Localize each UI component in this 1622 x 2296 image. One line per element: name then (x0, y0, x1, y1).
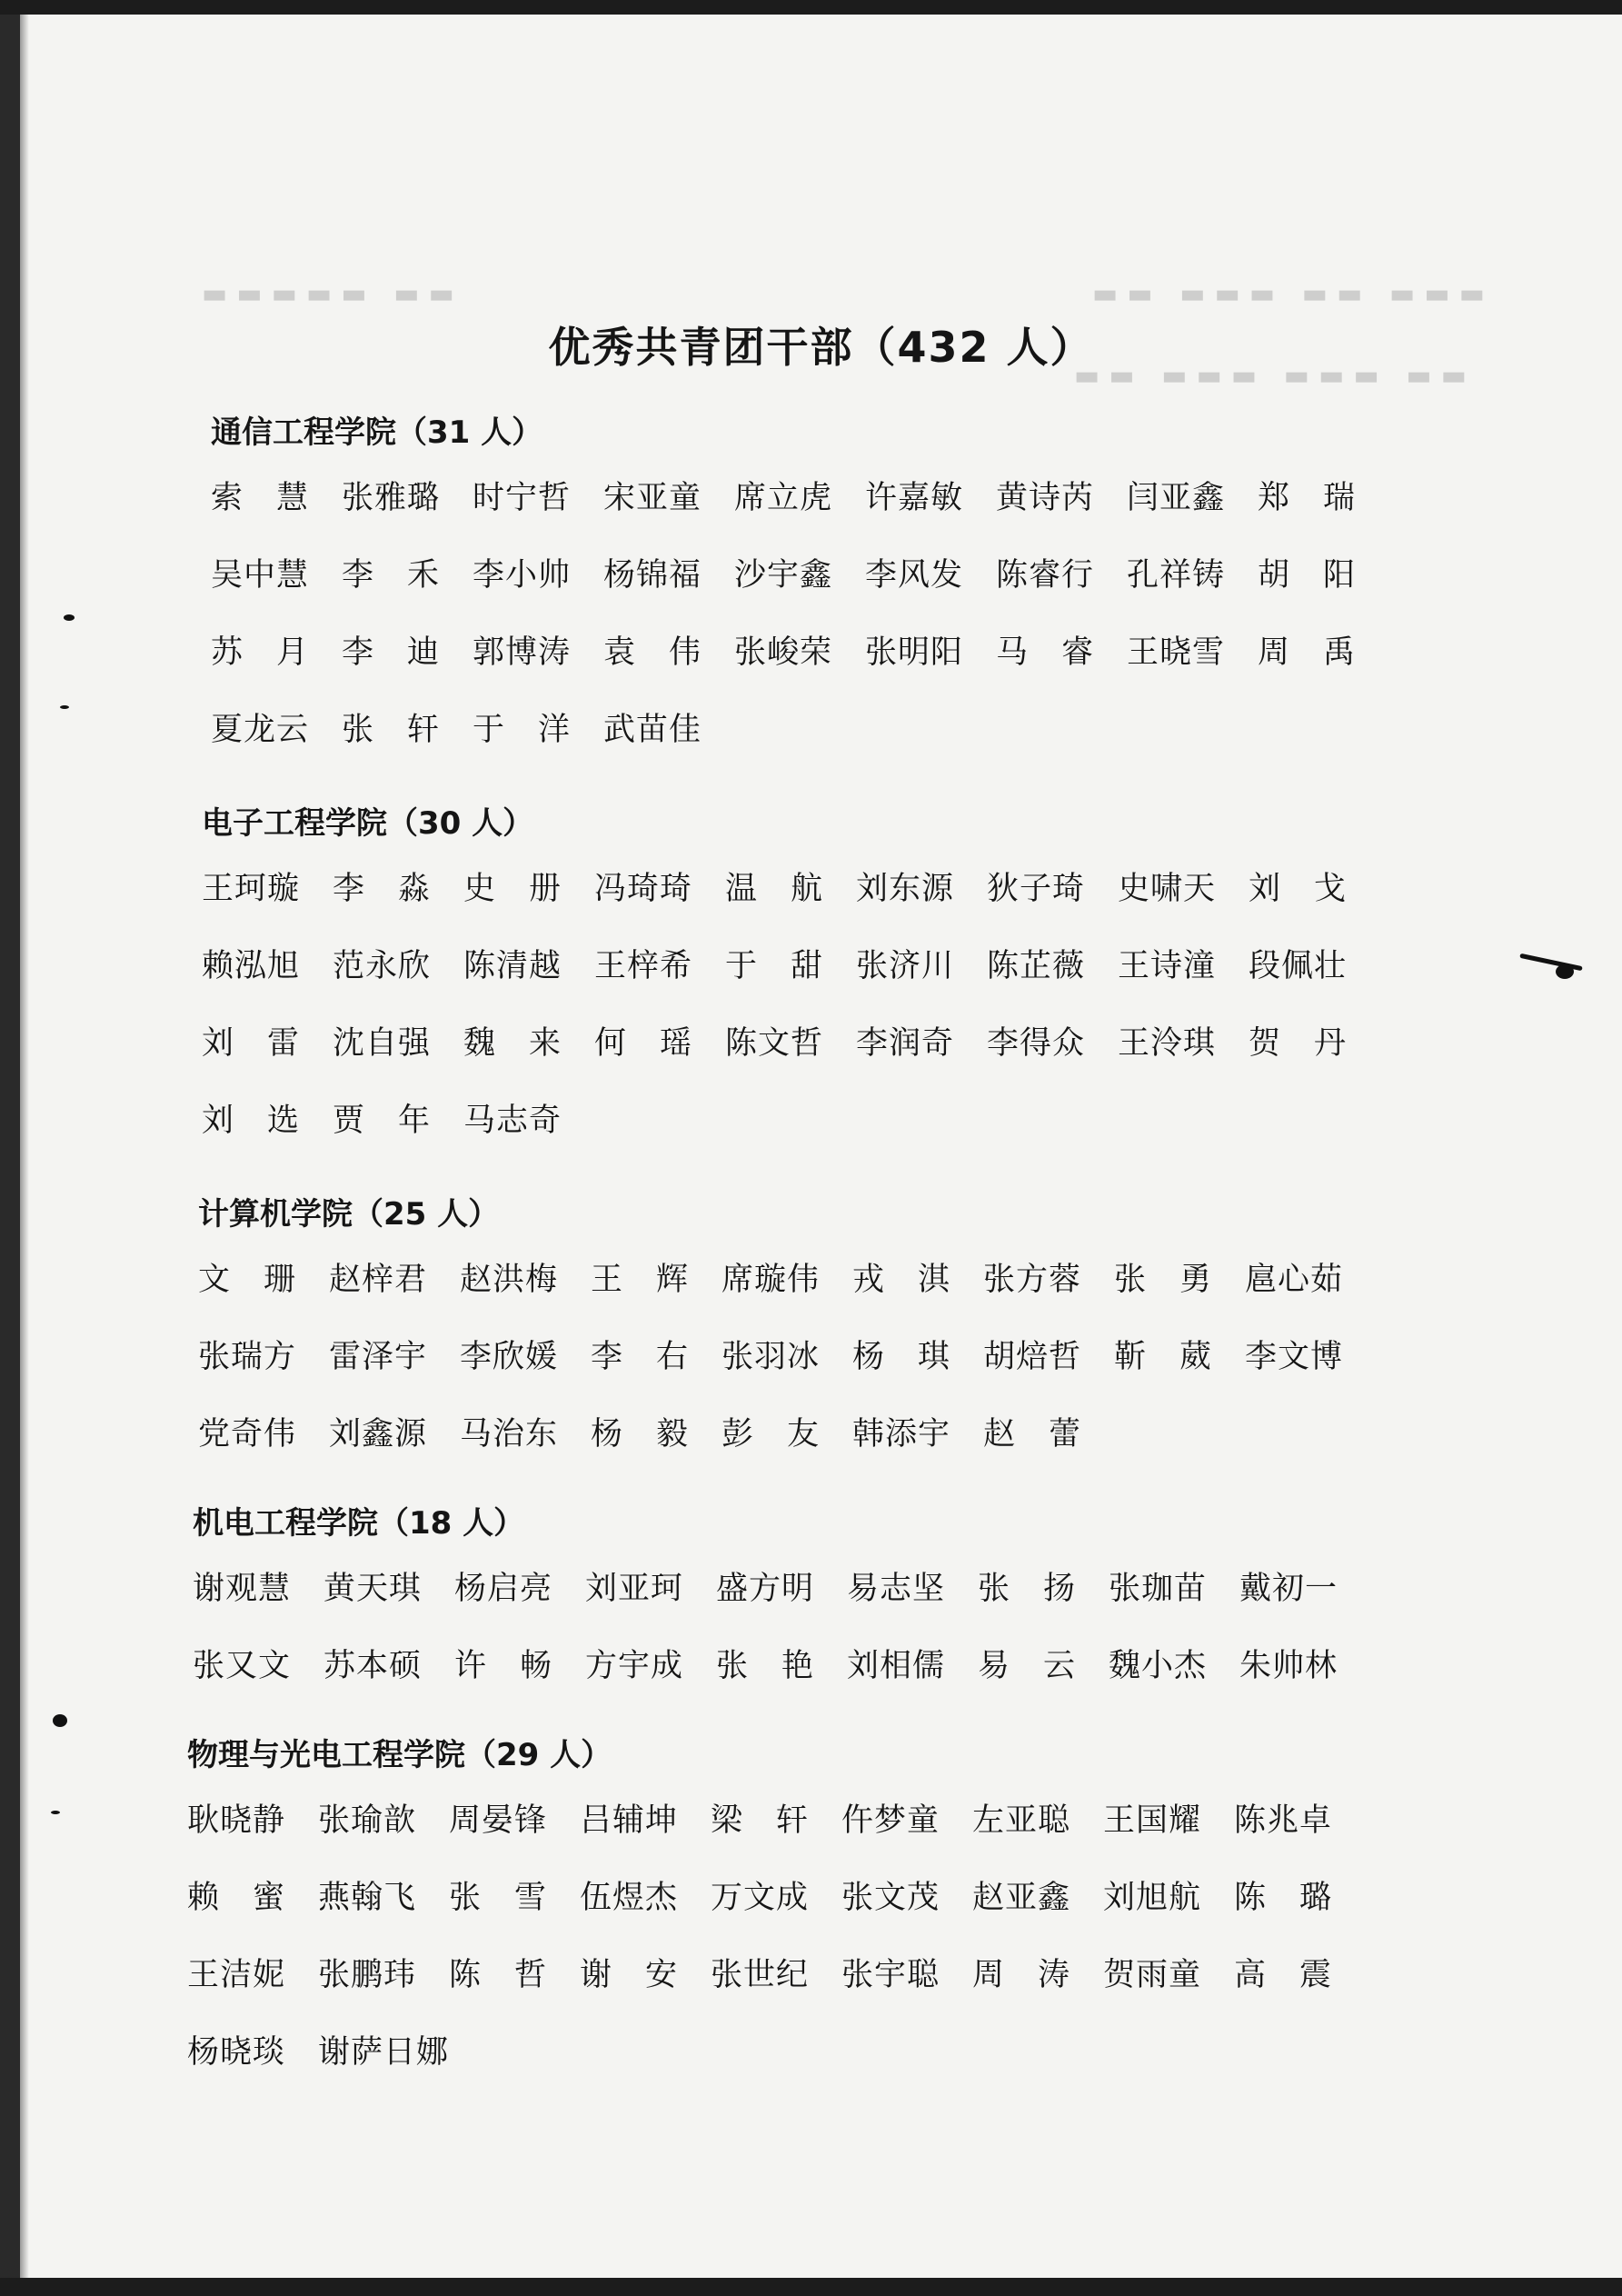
name-item: 李风发 (865, 557, 964, 594)
section-communication-engineering (211, 405, 1388, 769)
name-item: 张 艳 (716, 1648, 815, 1684)
name-item: 陈清越 (463, 948, 562, 984)
scan-border-bottom (0, 2278, 1622, 2296)
name-item: 苏 月 (211, 634, 310, 671)
name-item: 袁 伟 (603, 634, 702, 671)
name-item: 范永欣 (333, 948, 432, 984)
section-heading: 通信工程学院（31 人） (211, 414, 543, 451)
name-item: 赵亚鑫 (972, 1880, 1071, 1916)
name-item: 马 睿 (996, 634, 1095, 671)
name-item: 赵 蕾 (983, 1416, 1082, 1452)
name-item: 仵梦童 (841, 1802, 940, 1839)
name-item: 索 慧 (211, 480, 310, 516)
show-through-text: ▬▬ ▬▬▬ ▬▬▬ ▬▬ (1074, 360, 1477, 392)
name-item: 张文茂 (841, 1880, 940, 1916)
name-list (198, 1242, 1376, 1473)
name-list (202, 851, 1379, 1160)
name-item: 梁 轩 (711, 1802, 810, 1839)
section-heading: 计算机学院（25 人） (198, 1196, 500, 1233)
name-item: 王晓雪 (1127, 634, 1226, 671)
name-item: 苏本硕 (323, 1648, 423, 1684)
name-item: 许嘉敏 (865, 480, 964, 516)
name-item: 张 勇 (1114, 1262, 1213, 1298)
name-item: 孔祥铸 (1127, 557, 1226, 594)
name-item: 沙宇鑫 (734, 557, 833, 594)
name-item: 张 轩 (342, 712, 441, 748)
scan-speck (51, 1811, 60, 1814)
scanned-page (20, 15, 1622, 2278)
name-item: 燕翰飞 (318, 1880, 417, 1916)
name-item: 于 甜 (725, 948, 824, 984)
name-item: 陈 哲 (449, 1957, 548, 1993)
name-item: 李小帅 (473, 557, 572, 594)
name-item: 杨锦福 (603, 557, 702, 594)
name-item: 陈芷薇 (987, 948, 1086, 984)
name-item: 陈睿行 (996, 557, 1095, 594)
name-item: 谢 安 (580, 1957, 679, 1993)
name-item: 戴初一 (1239, 1571, 1338, 1607)
name-item: 李 迪 (342, 634, 441, 671)
section-electronic-engineering (202, 796, 1379, 1160)
name-item: 王泠琪 (1118, 1025, 1217, 1062)
name-item: 魏小杰 (1109, 1648, 1208, 1684)
name-item: 陈兆卓 (1234, 1802, 1333, 1839)
name-item: 万文成 (711, 1880, 810, 1916)
name-item: 于 洋 (473, 712, 572, 748)
name-item: 李 右 (591, 1339, 690, 1375)
name-list (187, 1782, 1365, 2091)
name-item: 席璇伟 (721, 1262, 821, 1298)
name-item: 陈 璐 (1234, 1880, 1333, 1916)
name-item: 王国耀 (1103, 1802, 1202, 1839)
name-item: 张雅璐 (342, 480, 441, 516)
name-item: 方宇成 (585, 1648, 684, 1684)
name-item: 王珂璇 (202, 871, 301, 907)
section-heading: 电子工程学院（30 人） (202, 805, 534, 842)
name-item: 胡 阳 (1258, 557, 1357, 594)
name-item: 易 云 (978, 1648, 1077, 1684)
name-item: 易志坚 (847, 1571, 946, 1607)
name-item: 张世纪 (711, 1957, 810, 1993)
name-item: 戎 淇 (852, 1262, 951, 1298)
name-item: 郑 瑞 (1258, 480, 1357, 516)
name-item: 胡焙哲 (983, 1339, 1082, 1375)
name-item: 黄天琪 (323, 1571, 423, 1607)
name-item: 史 册 (463, 871, 562, 907)
scan-speck (1556, 964, 1574, 979)
name-item: 李 淼 (333, 871, 432, 907)
name-item: 张 雪 (449, 1880, 548, 1916)
name-item: 段佩壮 (1249, 948, 1348, 984)
name-item: 李 禾 (342, 557, 441, 594)
name-item: 张羽冰 (721, 1339, 821, 1375)
scan-speck (53, 1714, 67, 1727)
name-item: 张又文 (193, 1648, 292, 1684)
name-item: 史啸天 (1118, 871, 1217, 907)
name-item: 刘亚珂 (585, 1571, 684, 1607)
name-item: 刘相儒 (847, 1648, 946, 1684)
section-heading: 物理与光电工程学院（29 人） (187, 1737, 612, 1773)
name-item: 盛方明 (716, 1571, 815, 1607)
name-item: 雷泽宇 (329, 1339, 428, 1375)
name-item: 耿晓静 (187, 1802, 286, 1839)
name-item: 王 辉 (591, 1262, 690, 1298)
name-item: 张方蓉 (983, 1262, 1082, 1298)
name-item: 冯琦琦 (594, 871, 693, 907)
name-item: 张 扬 (978, 1571, 1077, 1607)
name-item: 赖泓旭 (202, 948, 301, 984)
name-item: 李欣媛 (460, 1339, 559, 1375)
name-item: 张鹏玮 (318, 1957, 417, 1993)
name-item: 周 禹 (1258, 634, 1357, 671)
show-through-text: ▬▬ ▬▬▬ ▬▬ ▬▬▬ (1092, 278, 1495, 310)
name-item: 沈自强 (333, 1025, 432, 1062)
name-item: 狄子琦 (987, 871, 1086, 907)
name-item: 何 瑶 (594, 1025, 693, 1062)
section-heading: 机电工程学院（18 人） (193, 1505, 525, 1542)
name-item: 刘 选 (202, 1103, 301, 1139)
page-title: 优秀共青团干部（432 人） (548, 323, 1094, 372)
name-item: 赖 蜜 (187, 1880, 286, 1916)
name-item: 时宁哲 (473, 480, 572, 516)
name-item: 贾 年 (333, 1103, 432, 1139)
name-list (211, 460, 1388, 769)
name-item: 闫亚鑫 (1127, 480, 1226, 516)
name-item: 张瑞方 (198, 1339, 297, 1375)
scan-border-top (0, 0, 1622, 15)
name-item: 刘鑫源 (329, 1416, 428, 1452)
scan-speck (64, 614, 75, 621)
name-item: 吕辅坤 (580, 1802, 679, 1839)
section-computer-science (198, 1187, 1376, 1473)
name-item: 贺雨童 (1103, 1957, 1202, 1993)
name-item: 张明阳 (865, 634, 964, 671)
name-item: 温 航 (725, 871, 824, 907)
name-item: 伍煜杰 (580, 1880, 679, 1916)
name-item: 宋亚童 (603, 480, 702, 516)
section-physics-optoelectronic (187, 1728, 1365, 2091)
name-item: 陈文哲 (725, 1025, 824, 1062)
name-item: 夏龙云 (211, 712, 310, 748)
name-item: 李润奇 (856, 1025, 955, 1062)
name-item: 党奇伟 (198, 1416, 297, 1452)
name-item: 谢观慧 (193, 1571, 292, 1607)
name-item: 高 震 (1234, 1957, 1333, 1993)
name-item: 刘东源 (856, 871, 955, 907)
name-item: 张济川 (856, 948, 955, 984)
name-item: 张瑜歆 (318, 1802, 417, 1839)
name-item: 靳 葳 (1114, 1339, 1213, 1375)
name-item: 刘旭航 (1103, 1880, 1202, 1916)
name-item: 谢萨日娜 (318, 2034, 450, 2071)
name-item: 吴中慧 (211, 557, 310, 594)
name-item: 刘 戈 (1249, 871, 1348, 907)
name-item: 席立虎 (734, 480, 833, 516)
name-item: 张珈苗 (1109, 1571, 1208, 1607)
name-item: 文 珊 (198, 1262, 297, 1298)
name-list (193, 1551, 1370, 1705)
name-item: 李得众 (987, 1025, 1086, 1062)
name-item: 马志奇 (463, 1103, 562, 1139)
name-item: 杨启亮 (454, 1571, 553, 1607)
name-item: 王诗潼 (1118, 948, 1217, 984)
section-mechatronic-engineering (193, 1496, 1370, 1705)
name-item: 周 涛 (972, 1957, 1071, 1993)
name-item: 王梓希 (594, 948, 693, 984)
name-item: 左亚聪 (972, 1802, 1071, 1839)
name-item: 韩添宇 (852, 1416, 951, 1452)
name-item: 赵梓君 (329, 1262, 428, 1298)
name-item: 许 畅 (454, 1648, 553, 1684)
name-item: 杨 毅 (591, 1416, 690, 1452)
name-item: 朱帅林 (1239, 1648, 1338, 1684)
name-item: 张峻荣 (734, 634, 833, 671)
name-item: 魏 来 (463, 1025, 562, 1062)
name-item: 马治东 (460, 1416, 559, 1452)
name-item: 张宇聪 (841, 1957, 940, 1993)
name-item: 李文博 (1245, 1339, 1344, 1375)
show-through-text: ▬▬▬▬▬ ▬▬ (202, 278, 463, 310)
name-item: 赵洪梅 (460, 1262, 559, 1298)
name-item: 黄诗芮 (996, 480, 1095, 516)
name-item: 王洁妮 (187, 1957, 286, 1993)
name-item: 彭 友 (721, 1416, 821, 1452)
name-item: 刘 雷 (202, 1025, 301, 1062)
name-item: 武苗佳 (603, 712, 702, 748)
name-item: 扈心茹 (1245, 1262, 1344, 1298)
name-item: 杨晓琰 (187, 2034, 286, 2071)
scan-speck (60, 705, 69, 709)
name-item: 杨 琪 (852, 1339, 951, 1375)
name-item: 郭博涛 (473, 634, 572, 671)
name-item: 贺 丹 (1249, 1025, 1348, 1062)
name-item: 周晏锋 (449, 1802, 548, 1839)
